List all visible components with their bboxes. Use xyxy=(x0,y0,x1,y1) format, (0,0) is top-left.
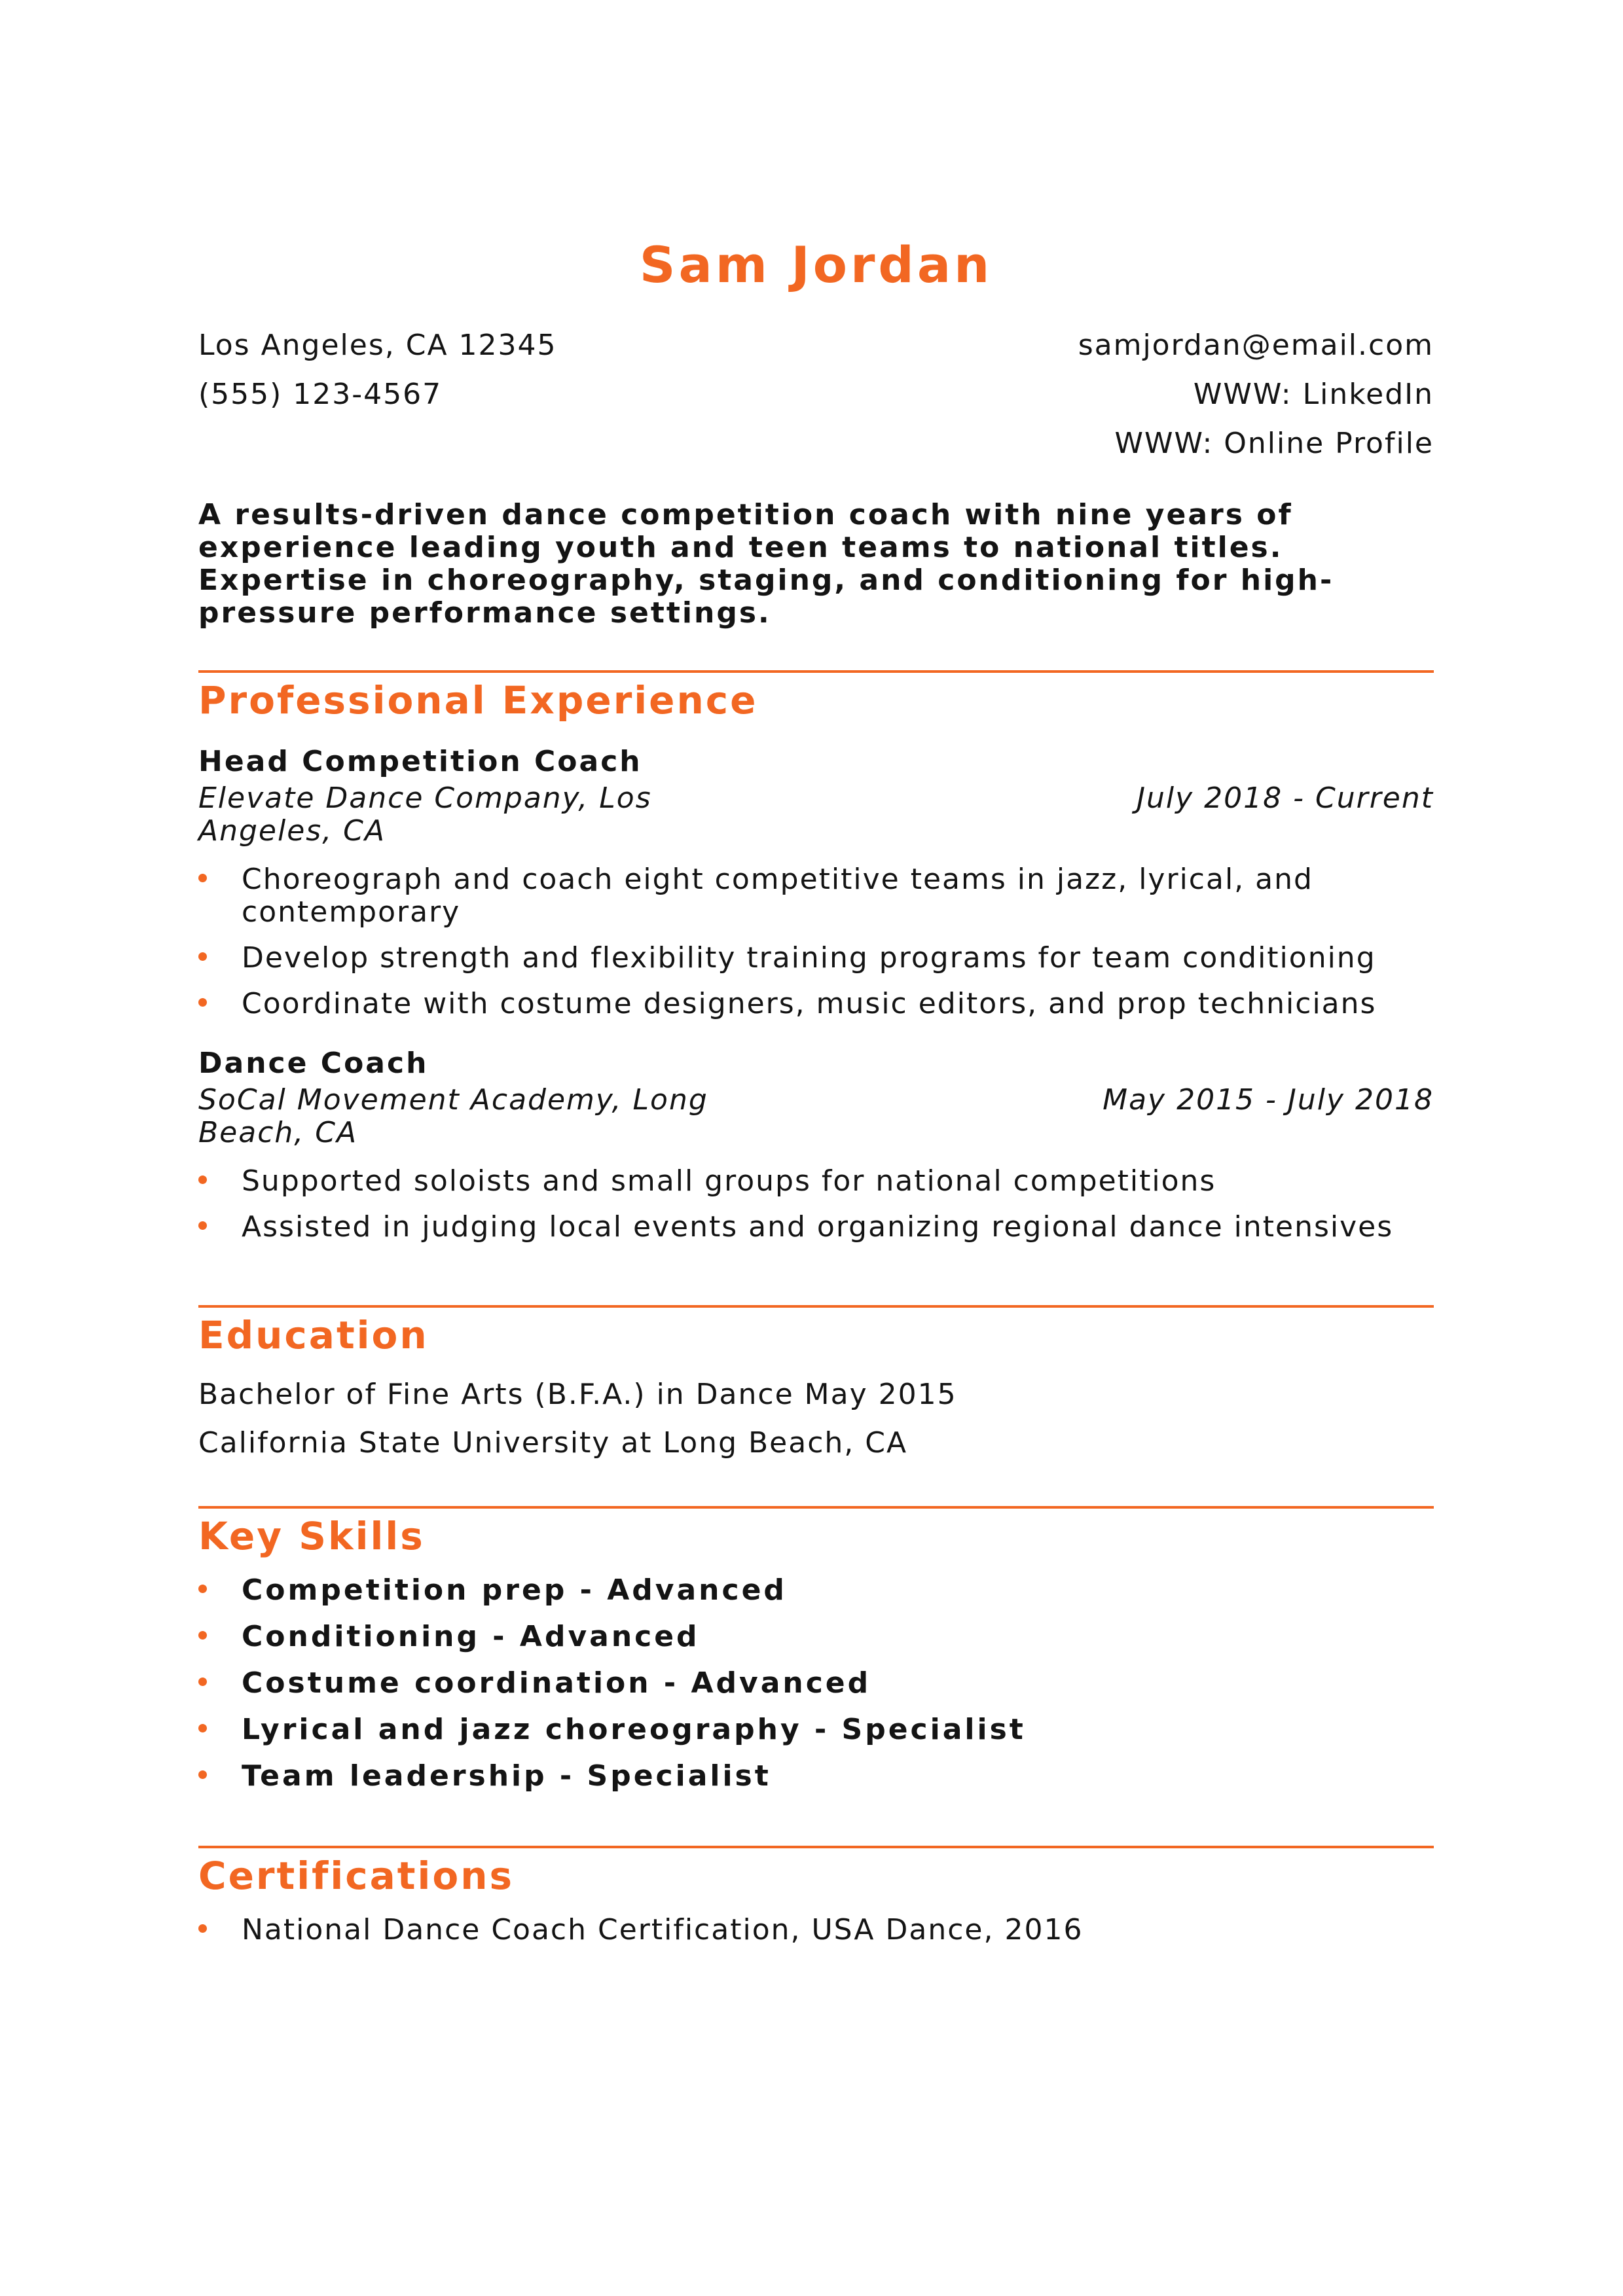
location: Los Angeles, CA 12345 xyxy=(198,329,557,362)
experience-section xyxy=(198,670,1434,1244)
phone: (555) 123-4567 xyxy=(198,378,443,411)
job-dates: July 2018 - Current xyxy=(1137,781,1434,815)
section-title-education: Education xyxy=(198,1313,429,1357)
online-profile-link[interactable]: WWW: Online Profile xyxy=(1114,427,1434,460)
section-title-experience: Professional Experience xyxy=(198,678,758,723)
section-divider xyxy=(198,1506,1434,1509)
summary: A results-driven dance competition coach with nine years of experience leading youth and teen teams to national titles. Expertise in choreography, staging, and conditioning for high-pressure performance settings. xyxy=(198,498,1334,630)
list-item: Develop strength and flexibility training programs for team conditioning xyxy=(198,942,1434,975)
bullet-dot xyxy=(198,998,207,1007)
section-title-skills: Key Skills xyxy=(198,1514,425,1558)
education-section xyxy=(198,1305,1434,1467)
email-link[interactable]: samjordan@email.com xyxy=(1078,329,1434,362)
bullet-dot xyxy=(198,1924,207,1933)
list-item: National Dance Coach Certification, USA Dance, 2016 xyxy=(198,1914,1434,1946)
candidate-name: Sam Jordan xyxy=(639,236,993,294)
job-title: Dance Coach xyxy=(198,1047,429,1080)
list-item: Supported soloists and small groups for national competitions xyxy=(198,1165,1434,1198)
section-divider xyxy=(198,670,1434,673)
job-meta xyxy=(198,782,1434,848)
job-company: Elevate Dance Company, Los Angeles, CA xyxy=(198,781,652,848)
bullet-dot xyxy=(198,1631,207,1640)
job-bullets xyxy=(198,1165,1434,1244)
section-divider xyxy=(198,1305,1434,1308)
linkedin-link[interactable]: WWW: LinkedIn xyxy=(1193,378,1434,411)
list-item: Choreograph and coach eight competitive teams in jazz, lyrical, and contemporary xyxy=(198,863,1434,929)
bullet-dot xyxy=(198,1770,207,1779)
job-meta xyxy=(198,1084,1434,1149)
bullet-dot xyxy=(198,952,207,961)
contact-left xyxy=(198,321,557,419)
list-item: Assisted in judging local events and organizing regional dance intensives xyxy=(198,1211,1434,1244)
certifications-list xyxy=(198,1914,1434,1946)
job-entry xyxy=(198,1047,1434,1244)
certifications-section xyxy=(198,1846,1434,1946)
education-school: California State University at Long Beach, CA xyxy=(198,1426,908,1460)
job-title: Head Competition Coach xyxy=(198,745,642,778)
job-entry xyxy=(198,745,1434,1020)
section-title-certifications: Certifications xyxy=(198,1854,515,1898)
job-dates: May 2015 - July 2018 xyxy=(1103,1083,1434,1117)
skills-list xyxy=(198,1574,1434,1793)
list-item: Team leadership - Specialist xyxy=(198,1760,1434,1793)
job-company: SoCal Movement Academy, Long Beach, CA xyxy=(198,1083,708,1149)
list-item: Lyrical and jazz choreography - Specialist xyxy=(198,1713,1434,1746)
bullet-dot xyxy=(198,1585,207,1593)
bullet-dot xyxy=(198,1724,207,1732)
job-bullets xyxy=(198,863,1434,1020)
list-item: Competition prep - Advanced xyxy=(198,1574,1434,1607)
bullet-dot xyxy=(198,1175,207,1184)
education-degree: Bachelor of Fine Arts (B.F.A.) in Dance May 2015 xyxy=(198,1378,957,1411)
bullet-dot xyxy=(198,874,207,882)
bullet-dot xyxy=(198,1677,207,1686)
skills-section xyxy=(198,1506,1434,1793)
section-divider xyxy=(198,1846,1434,1848)
contact-right xyxy=(1078,321,1434,468)
list-item: Costume coordination - Advanced xyxy=(198,1667,1434,1700)
list-item: Coordinate with costume designers, music editors, and prop technicians xyxy=(198,988,1434,1020)
list-item: Conditioning - Advanced xyxy=(198,1621,1434,1653)
bullet-dot xyxy=(198,1221,207,1230)
